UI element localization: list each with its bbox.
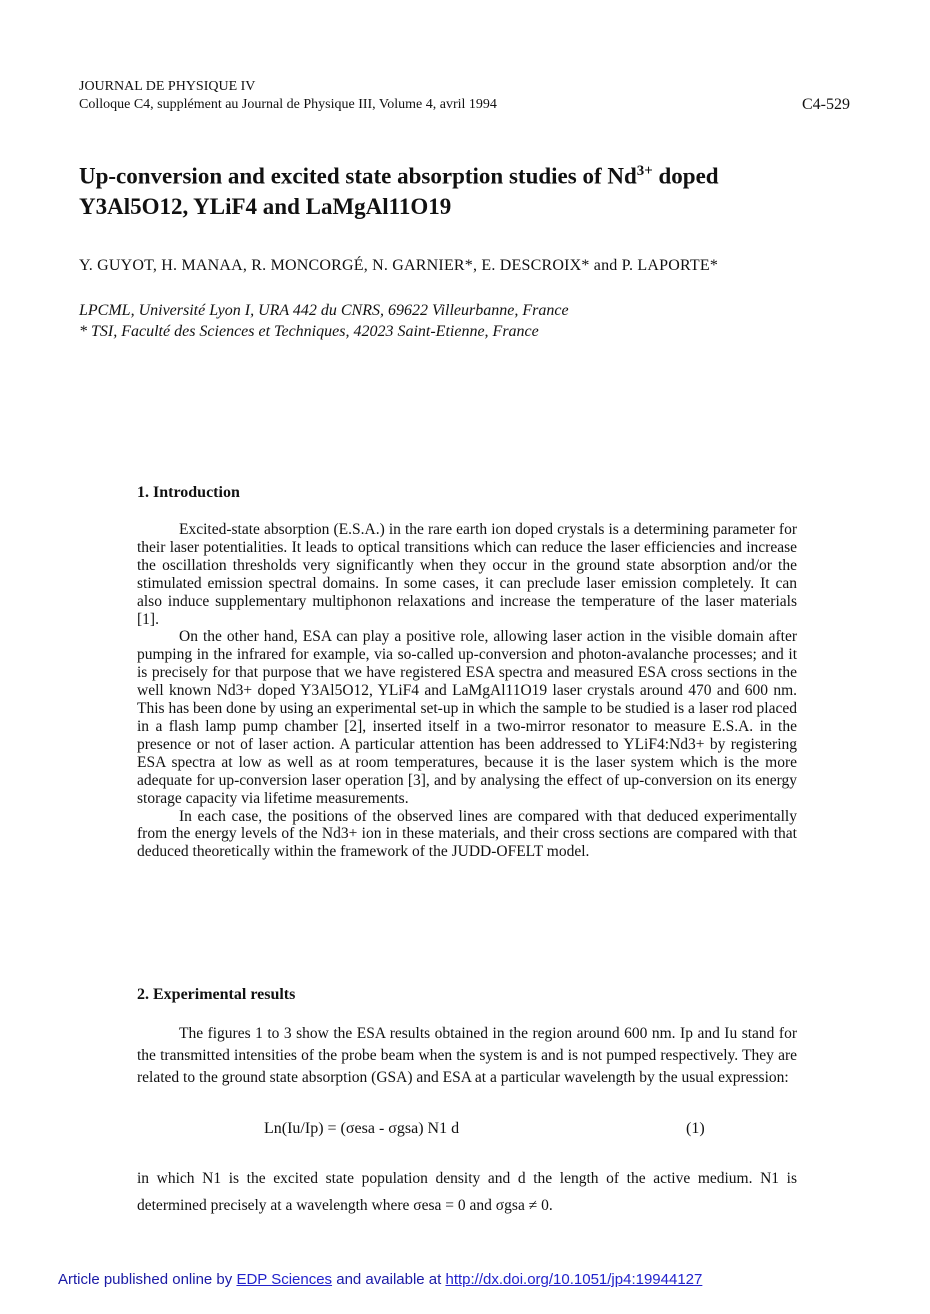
exp-paragraph-1: The figures 1 to 3 show the ESA results obtained in the region around 600 nm. Ip and Iu stand for the transmitted intensities of the probe beam when the system is and is not pumped respectively. They are related to the ground state absorption (GSA) and ESA at a particular wavelength by the usual expression: [137,1025,797,1086]
exp-paragraph-2: in which N1 is the excited state population density and d the length of the active medium. N1 is determined precisely at a wavelength where σesa = 0 and σgsa ≠ 0. [137,1170,797,1214]
intro-paragraph-3: In each case, the positions of the observed lines are compared with that deduced experimentally from the energy levels of the Nd3+ ion in these materials, and their cross sections are compared with that deduced theoretically within the framework of the JUDD-OFELT model. [137,807,797,861]
introduction-body [137,521,797,861]
footer: Article published online by EDP Sciences and available at http://dx.doi.org/10.1051/jp4:19944127 [58,1271,703,1288]
intro-paragraph-2: On the other hand, ESA can play a positive role, allowing laser action in the visible domain after pumping in the infrared for example, via so-called up-conversion and photon-avalanche processes; and it is precisely for that purpose that we have registered ESA spectra and measured ESA cross sections in the well known Nd3+ doped Y3Al5O12, YLiF4 and LaMgAl11O19 laser crystals around 470 and 600 nm. This has been done by using an experimental set-up in which the sample to be studied is a laser rod placed in a flash lamp pump chamber [2], inserted itself in a two-mirror resonator to measure E.S.A. in the presence or not of laser action. A particular attention has been addressed to YLiF4:Nd3+ by registering ESA spectra at low as well as at room temperatures, because it is the laser system which is the more adequate for up-conversion laser operation [3], and by analysing the effect of up-conversion on its energy storage capacity via lifetime measurements. [137,628,797,807]
experimental-body-2 [137,1165,797,1219]
doi-link[interactable]: http://dx.doi.org/10.1051/jp4:19944127 [445,1271,703,1288]
intro-paragraph-1: Excited-state absorption (E.S.A.) in the rare earth ion doped crystals is a determining parameter for their laser potentialities. It leads to optical transitions which can reduce the laser efficiencies and increase the oscillation thresholds very significantly when they occur in the ground state absorption and/or the stimulated emission spectral domains. In some cases, it can preclude laser emission completely. It can also induce supplementary multiphonon relaxations and increase the temperature of the laser materials [1]. [137,521,797,628]
affiliation-2: * TSI, Faculté des Sciences et Techniques, 42023 Saint-Etienne, France [79,323,539,340]
paper-title: Up-conversion and excited state absorption studies of $Nd^{3+}$ doped Y3Al5O12, YLiF4 and LaMgAl11O19 [79,156,859,222]
authors: Y. GUYOT, H. MANAA, R. MONCORGÉ, N. GARNIER*, E. DESCROIX* and P. LAPORTE* [79,257,719,274]
experimental-body [137,1023,797,1089]
affiliations [79,300,569,342]
equation: Ln(Iu/Ip) = (σesa - σgsa) N1 d [264,1120,460,1137]
title-line2: Y3Al5O12, YLiF4 and LaMgAl11O19 [79,193,452,219]
colloque-line: Colloque C4, supplément au Journal de Physique III, Volume 4, avril 1994 [79,97,497,112]
section-heading-introduction: 1. Introduction [137,484,240,501]
journal-name: JOURNAL DE PHYSIQUE IV [79,79,256,94]
equation-number: (1) [686,1120,705,1137]
publisher-link[interactable]: EDP Sciences [236,1271,333,1288]
affiliation-1: LPCML, Université Lyon I, URA 442 du CNRS, 69622 Villeurbanne, France [79,302,569,319]
section-heading-experimental: 2. Experimental results [137,986,296,1003]
page-number: C4-529 [802,96,850,113]
journal-header [79,78,497,114]
